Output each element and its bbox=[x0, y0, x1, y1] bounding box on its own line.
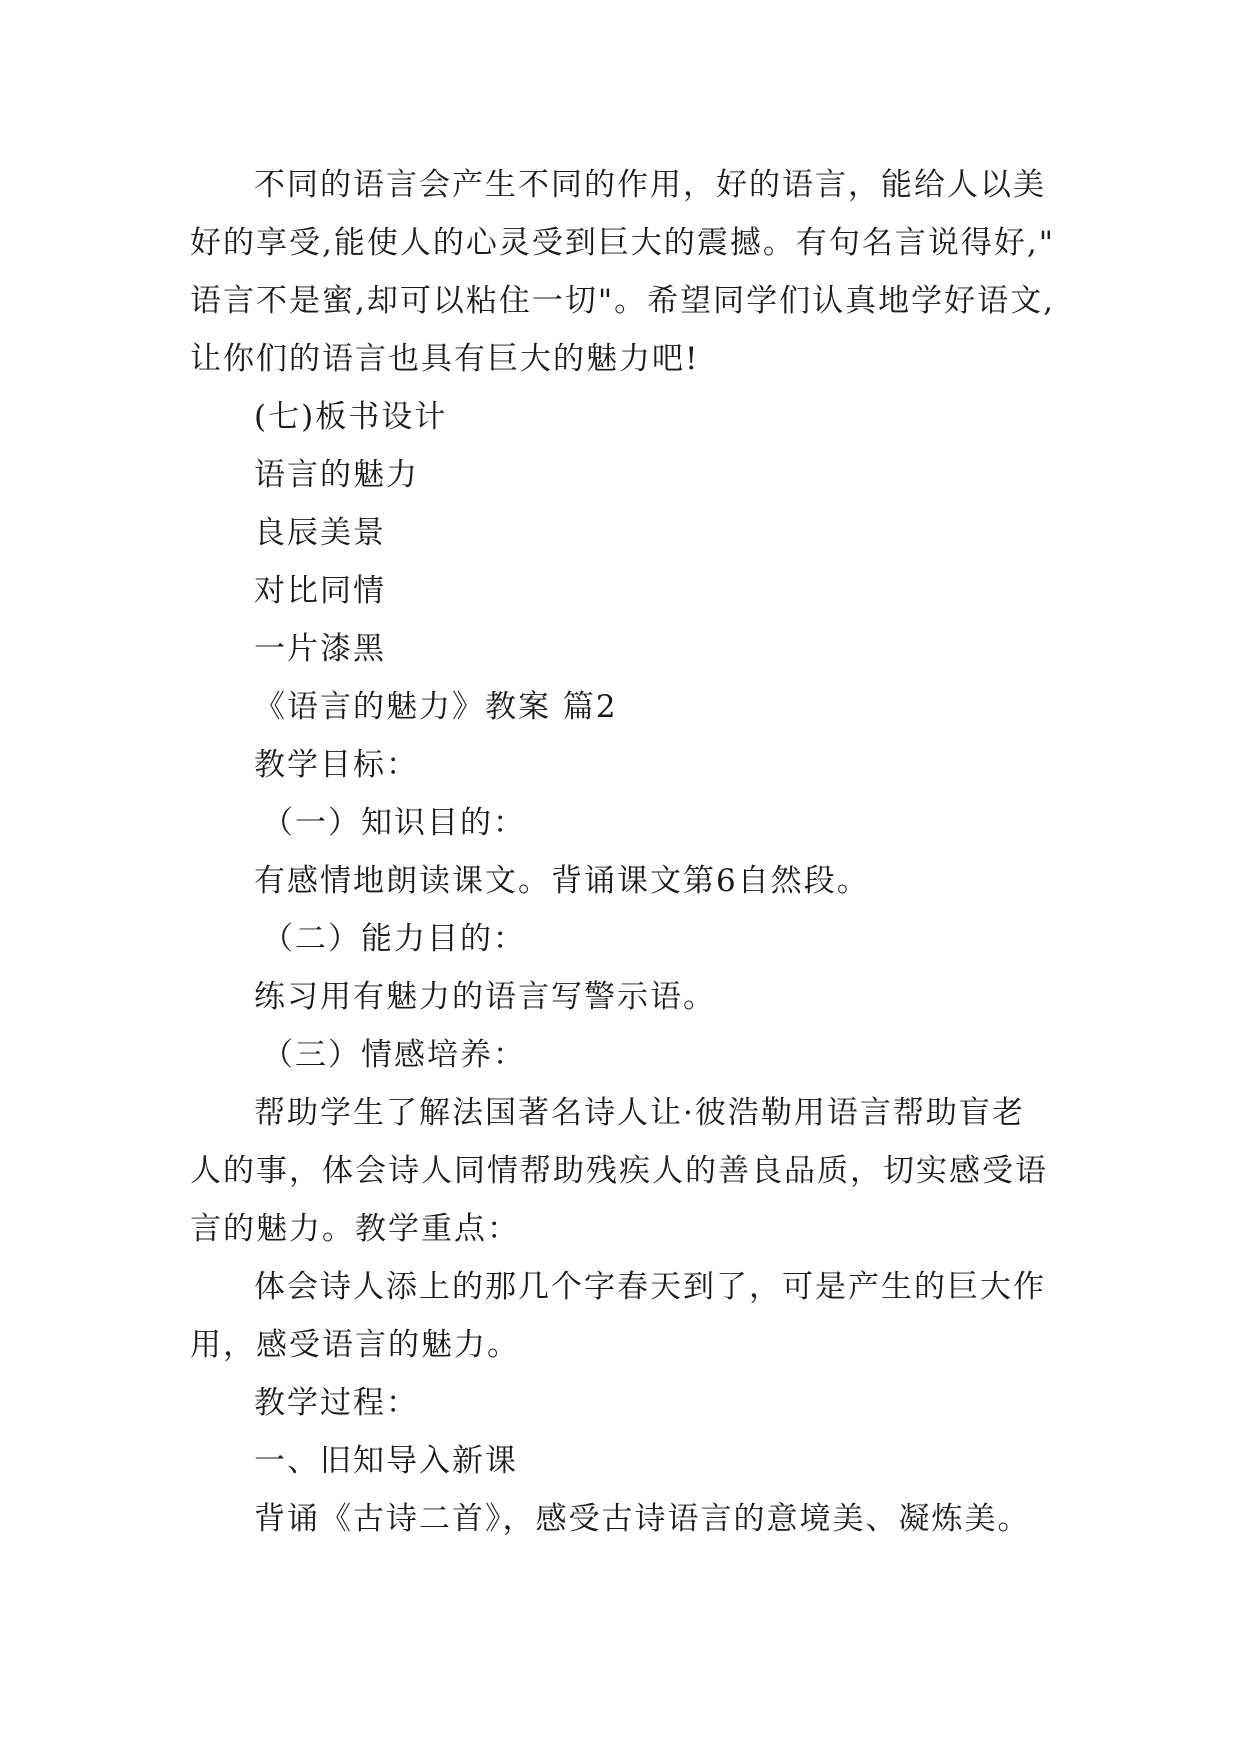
lesson-title: 《语言的魅力》教案 篇2 bbox=[254, 689, 618, 725]
subsection-heading: （三）情感培养： bbox=[262, 1037, 526, 1073]
paragraph-line: 言的魅力。教学重点： bbox=[190, 1211, 520, 1247]
board-item: 良辰美景 bbox=[254, 515, 386, 551]
paragraph-line: 语言不是蜜,却可以粘住一切"。希望同学们认真地学好语文, bbox=[190, 283, 1055, 319]
paragraph-line: 背诵《古诗二首》，感受古诗语言的意境美、凝炼美。 bbox=[254, 1501, 1031, 1537]
section-heading: 教学过程： bbox=[254, 1385, 419, 1421]
paragraph-line: 不同的语言会产生不同的作用，好的语言，能给人以美 bbox=[254, 167, 1046, 203]
section-heading: 一、旧知导入新课 bbox=[254, 1443, 518, 1479]
paragraph-line: 练习用有魅力的语言写警示语。 bbox=[254, 979, 716, 1015]
paragraph-line: 好的享受,能使人的心灵受到巨大的震撼。有句名言说得好," bbox=[190, 225, 1055, 261]
board-item: 对比同情 bbox=[254, 573, 386, 609]
paragraph-line: 体会诗人添上的那几个字春天到了，可是产生的巨大作 bbox=[254, 1269, 1046, 1305]
paragraph-line: 用，感受语言的魅力。 bbox=[190, 1327, 520, 1363]
paragraph-line: 人的事，体会诗人同情帮助残疾人的善良品质，切实感受语 bbox=[190, 1153, 1048, 1189]
document-body bbox=[190, 156, 1055, 1548]
section-heading: (七)板书设计 bbox=[254, 399, 448, 435]
subsection-heading: （一）知识目的： bbox=[262, 805, 526, 841]
section-heading: 教学目标： bbox=[254, 747, 419, 783]
paragraph-line: 有感情地朗读课文。背诵课文第6自然段。 bbox=[254, 863, 870, 899]
board-item: 一片漆黑 bbox=[254, 631, 386, 667]
paragraph-line: 让你们的语言也具有巨大的魅力吧! bbox=[190, 341, 700, 377]
board-item: 语言的魅力 bbox=[254, 457, 419, 493]
subsection-heading: （二）能力目的： bbox=[262, 921, 526, 957]
paragraph-line: 帮助学生了解法国著名诗人让·彼浩勒用语言帮助盲老 bbox=[254, 1095, 1025, 1131]
